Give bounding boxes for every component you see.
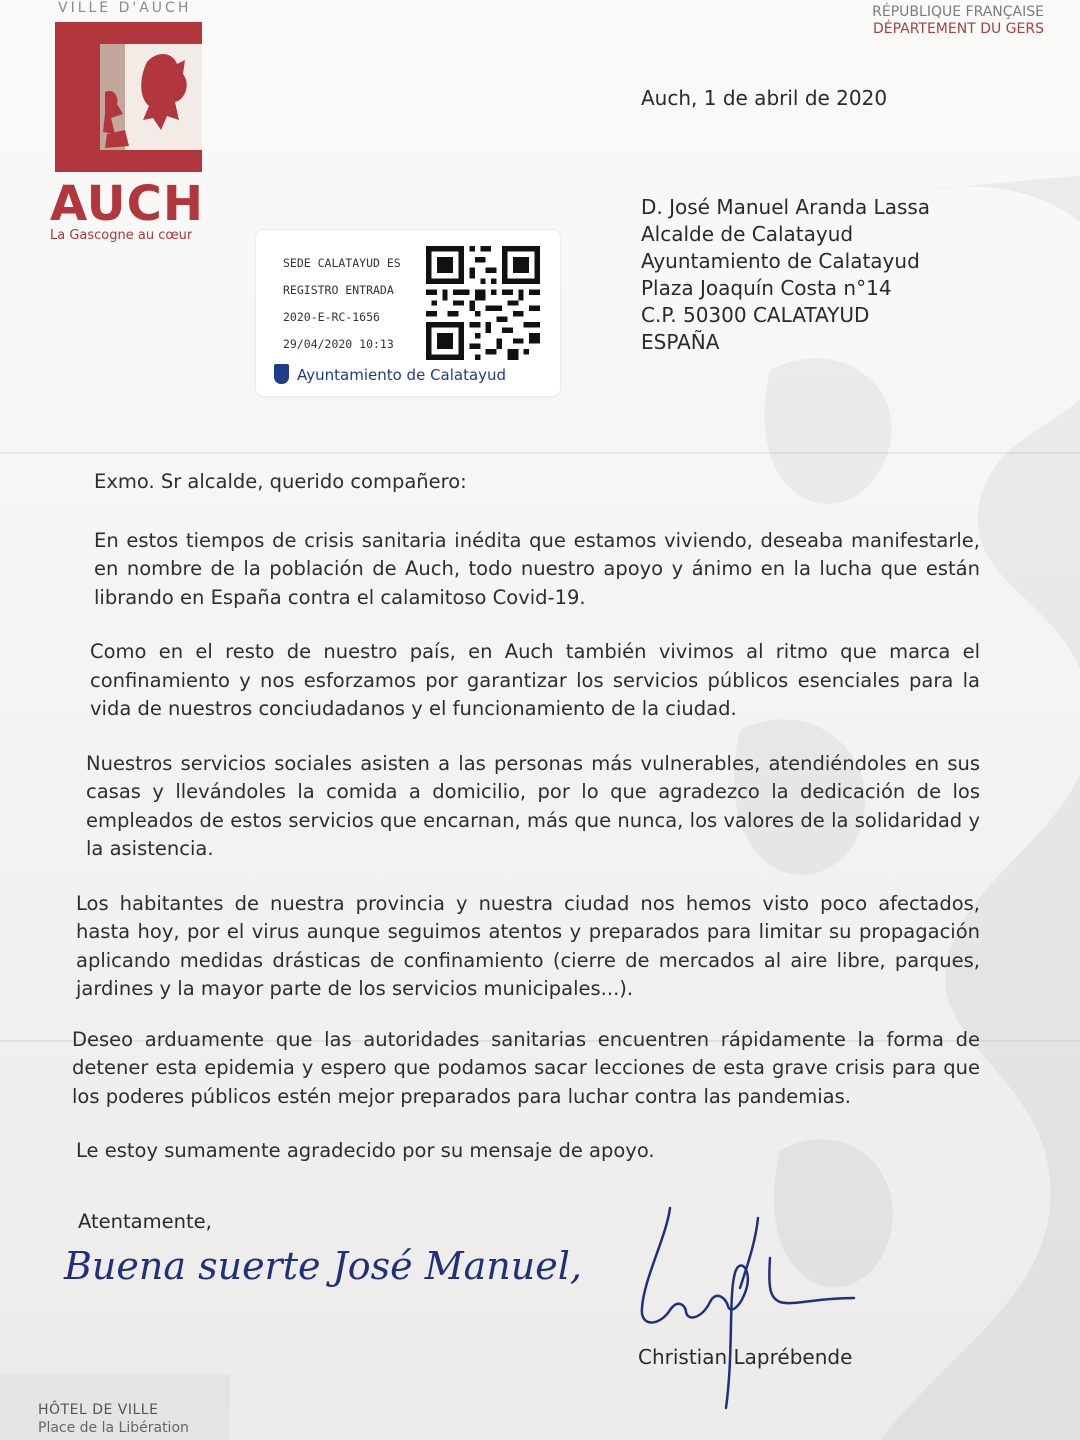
recipient-line: Ayuntamiento de Calatayud <box>641 249 920 273</box>
ville-label: VILLE D'AUCH <box>58 0 192 16</box>
paragraph: Los habitantes de nuestra provincia y nuestra ciudad nos hemos visto poco afectados, hasta hoy, por el virus aunque seguimos atentos y preparados para limitar su propagación aplicando medidas drásticas de confinamiento (cierre de mercados al aire libre, parques, jardines y la mayor parte de los servicios municipales...). <box>76 891 980 1000</box>
recipient-line: Plaza Joaquín Costa n°14 <box>641 276 892 300</box>
footer-address: Place de la Libération <box>38 1420 189 1436</box>
paragraph: Le estoy sumamente agradecido por su mensaje de apoyo. <box>76 1139 655 1162</box>
paragraph: Nuestros servicios sociales asisten a las personas más vulnerables, atendiéndoles en sus casas y llevándoles la comida a domicilio, por lo que agradezco la dedicación de los empleados de estos servicios que encarnan, más que nunca, los valores de la solidaridad y la asistencia. <box>86 751 980 860</box>
departement-label: DÉPARTEMENT DU GERS <box>872 21 1044 37</box>
recipient-line: C.P. 50300 CALATAYUD <box>641 303 870 327</box>
handwritten-note: Buena suerte José Manuel, <box>64 1244 582 1288</box>
stamp-line: 29/04/2020 10:13 <box>283 337 394 351</box>
recipient-line: D. José Manuel Aranda Lassa <box>641 195 931 219</box>
letter-date: Auch, 1 de abril de 2020 <box>641 86 888 110</box>
registry-stamp <box>256 230 560 396</box>
paragraph: Deseo arduamente que las autoridades sanitarias encuentren rápidamente la forma de detener esta epidemia y espero que podamos sacar lecciones de esta grave crisis para que los poderes públicos estén mejor preparados para luchar contra las pandemias. <box>72 1027 980 1108</box>
recipient-line: ESPAÑA <box>641 330 720 354</box>
auch-logo-icon <box>55 22 202 172</box>
stamp-line: SEDE CALATAYUD ES <box>283 256 401 270</box>
signatory-name: Christian Laprébende <box>638 1345 853 1369</box>
qr-code-icon <box>426 246 540 360</box>
stamp-organization-label: Ayuntamiento de Calatayud <box>297 366 507 384</box>
paragraph: Como en el resto de nuestro país, en Auch también vivimos al ritmo que marca el confinamiento y nos esforzamos por garantizar los servicios públicos esenciales para la vida de nuestros conciudadanos y el funcionamiento de la ciudad. <box>90 640 980 720</box>
recipient-address <box>641 194 930 356</box>
crest-icon <box>274 364 289 384</box>
stamp-line: REGISTRO ENTRADA <box>283 283 394 297</box>
footer-hotel-de-ville: HÔTEL DE VILLE <box>38 1402 159 1418</box>
auch-wordmark: AUCH <box>50 176 205 232</box>
signature-icon <box>630 1198 860 1418</box>
letter-body <box>72 468 980 1192</box>
greeting: Exmo. Sr alcalde, querido compañero: <box>94 470 467 493</box>
closing: Atentamente, <box>78 1210 212 1233</box>
paragraph: En estos tiempos de crisis sanitaria inédita que estamos viviendo, deseaba manifestarle, en nombre de la población de Auch, todo nuestro apoyo y ánimo en la lucha que están librando en España contra el calamitoso Covid-19. <box>94 528 980 609</box>
tagline: La Gascogne au cœur <box>50 228 193 243</box>
republique-label: RÉPUBLIQUE FRANÇAISE <box>872 4 1044 20</box>
recipient-line: Alcalde de Calatayud <box>641 222 854 246</box>
stamp-line: 2020-E-RC-1656 <box>283 310 380 324</box>
stamp-organization <box>274 364 506 384</box>
